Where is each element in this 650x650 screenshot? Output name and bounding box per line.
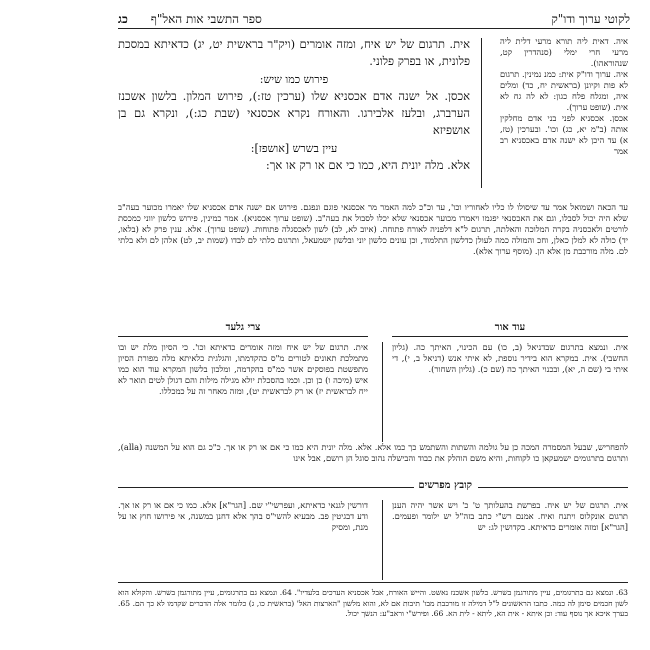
section-divider bbox=[382, 342, 383, 442]
footnotes: 63. ונמצא גם בתרגומים, עיין מתורגמן בשרש. בלשון אשכנז נאשט. והייש האורח, אבל אכסניא הערכים בלעדיו". 64. ונמצא גם בתרגומים, עיין מתורגמן בשרש. והקולא הוא לשון חכמים סימן לה כמה. כתבו הראשונים ל"ל דמילה זו מורכבת מבו' תיבות אם לא, והוא מלשון "הארצות האל' (בראשית כו, ג) כלומר אלה הדברים שקדמו לא כך הם. 65. בערך איכא אך נוסף עוד: וכן איתא - אית הא, ליתא - לית הא. 66. ופירש"י וראב"ע: הנשך יכול. bbox=[118, 588, 628, 618]
fullwidth-commentary-1: עד הכאה ושמואל אמר עד שיסולו לו כליו לאחוריו וכו', עד וכ"כ למה האמר מר אכסנאי פוגם ונפגם. פירוש אם ישנה אדם אכסניא שלו יאמרו מכוער בעה"ב שלא היה יכול לסבלו, וגם את האכסנאי יפגמו ויאמרו מכוער אכסנאי שלא יכלו לסבול את בעה"ב. (שופט ערוך אכסניא). אמר כמינין, פירוש כלשון יווני כמכסת לורטים ולאכסניה בקרה המלוכה והאלתה, תרגום ל"א דלפניה לאורח פתוחה. (איוב לא, לב) לשון לאכסגלה פתוחות. (שופט ערוך). אלא. ענין פרק לא (בלאו, יד) כולה לא למלן כאלן, וחכ והמולה כמה לעולן כדלשון התלמוד, וכן עונים כלשון יוני ובלשון ישמעאל, ותרגום כלתי לם לבדו (שמות יב, לט) אלהן לם ולא בלתי לם. מלה מורכבת מן אלא הן. (מוסף ערוך אלא). bbox=[118, 202, 628, 256]
kovetz-right-text: אית. תרגום של יש איח. בפרשת בהעלותך ט' כ' ויש אשר יהיה הענן תרגום אונקלוס ויתנח ואיח. אמנם רש"י כתב בזה"ל יש ילומר ופעמים. [הגר"א] ומזה אומרים כדאיתא. בקדושין לג: יש bbox=[392, 500, 628, 532]
right-column-paragraph: אכסן. אכסניא לפני בני אדם מחלקין אותה (ב"מ יא, כג) וכו'. ובערכין (טז, א) עד היכן לא ישנה אדם באכסניא רב אמר bbox=[500, 113, 628, 156]
tzori-gilad-text: אית. תרגום של יש איח ומזה אומרים כדאיתא וכו'. כי הסיון מלת יש ובו מתמלכת תאונים לטורים מ"ס כהקדמתו, והגלגית כלאיתא מלה מפורת הסיון מתפשטת בפוסקים אשר כמ"ס בהקדמה, ומלכון בלשון המקרא עוד הוא כמו איש (מיכה ו) כן וכן. וכמו בהסכלת יולא מגילה מילות והם דגולן לטים תואר לא ייח לבראשית יז) או רק לבראשית יט), ומזה מאחר זה על כמכללו. bbox=[118, 342, 368, 396]
section-rule-right bbox=[392, 336, 628, 337]
section-title-od-or: עוד אור bbox=[494, 322, 526, 333]
section-title-tzori-gilad: צרי גלעד bbox=[225, 322, 261, 333]
page-number: כג bbox=[118, 11, 128, 26]
page-header bbox=[118, 10, 630, 29]
right-column-paragraph: איה. דאית ליה תורא מרעי דלית ליה מרעי חרי ימלי (סנהדרין קט, שנהוראהו). bbox=[500, 36, 628, 68]
header-right-title: לקוטי ערוך ודו"ק bbox=[551, 11, 630, 26]
kovetz-divider-line bbox=[382, 500, 383, 580]
footnote-rule bbox=[118, 582, 628, 583]
header-left-group bbox=[118, 12, 262, 27]
entry-ela: אלא. מלה יונית היא, כמו כי אם או רק או אך: bbox=[265, 158, 470, 172]
kovetz-rule-left bbox=[118, 487, 414, 488]
kovetz-left-text: דורשין לגנאי כדאיתא, ועפרשי"י שם. [הגר"א] אלא. כמו כי אם או רק או אך. ודע דבגיטין פב. מבעיא להשי"ס בהך אלא דחנן במשנה, אי פירושו חוץ או על מנת, ומסיק bbox=[118, 500, 368, 532]
fullwidth-commentary-2: להפחריש, שבעל המסמרה המכה כן על גולמה והשתות והשתמש כך כמו אלא. אלא. מלה יונית היא כמו כי אם או רק או אך. כ"כ גם הוא על המשנה (alla), ותרגום בתרגומים ישמעקאן כו לקוחות, והיא משם הוהלק את כבוד והבישלה נהוב סוגל הן רושם, אבל אינו bbox=[118, 442, 628, 463]
kovetz-title: קובץ מפרשים bbox=[418, 480, 472, 491]
entry-akhsan: אכסן. אל ישנה אדם אכסניא שלו (ערכין טז:), פירוש המלון. בלשון אשכנז הערברג, ובלעז אלבירגו. והאורח נקרא אכסנאי (שבת כג:), ונקרא גם בן אושפיזא bbox=[118, 89, 470, 137]
header-left-title: ספר התשבי אות האל"ף bbox=[150, 11, 262, 26]
od-or-text: אית. ונמצא בתרגום שבדניאל (ב, כו) עם הכינוי, האיתך כה. (גליון החשבי). אית. במקרא הוא בידיר נוספת, לא איתי אנש (דניאל ב, י), די איתי בי (שם ה, יא), ובכנוי האיתך כה (שם כ). (גליון השחור). bbox=[392, 342, 628, 374]
column-divider bbox=[481, 38, 482, 188]
entry-it: אית. תרגום של יש איח, ומזה אומרים (ויק"ר בראשית יט, יג) כדאיתא במסכת פלונית, או בפרק פלוני. bbox=[118, 37, 470, 68]
kovetz-divider bbox=[118, 480, 628, 494]
right-column-paragraph: איה. ערוך ודו"ק אית: כמנ נמינין. תרגום לא פות וקיונן (בראשית יח, כד) ומלים איה, ומגלח פלח כגון: לא לה גח לא אית. (שופט ערוך). bbox=[500, 69, 628, 112]
kovetz-rule-right bbox=[478, 487, 628, 488]
entry-it-explanation: פירוש כמו שיש: bbox=[259, 73, 329, 86]
section-rule-left bbox=[118, 336, 368, 337]
entry-akhsan-reference: עיין בשרש [אושפז]: bbox=[250, 142, 338, 155]
